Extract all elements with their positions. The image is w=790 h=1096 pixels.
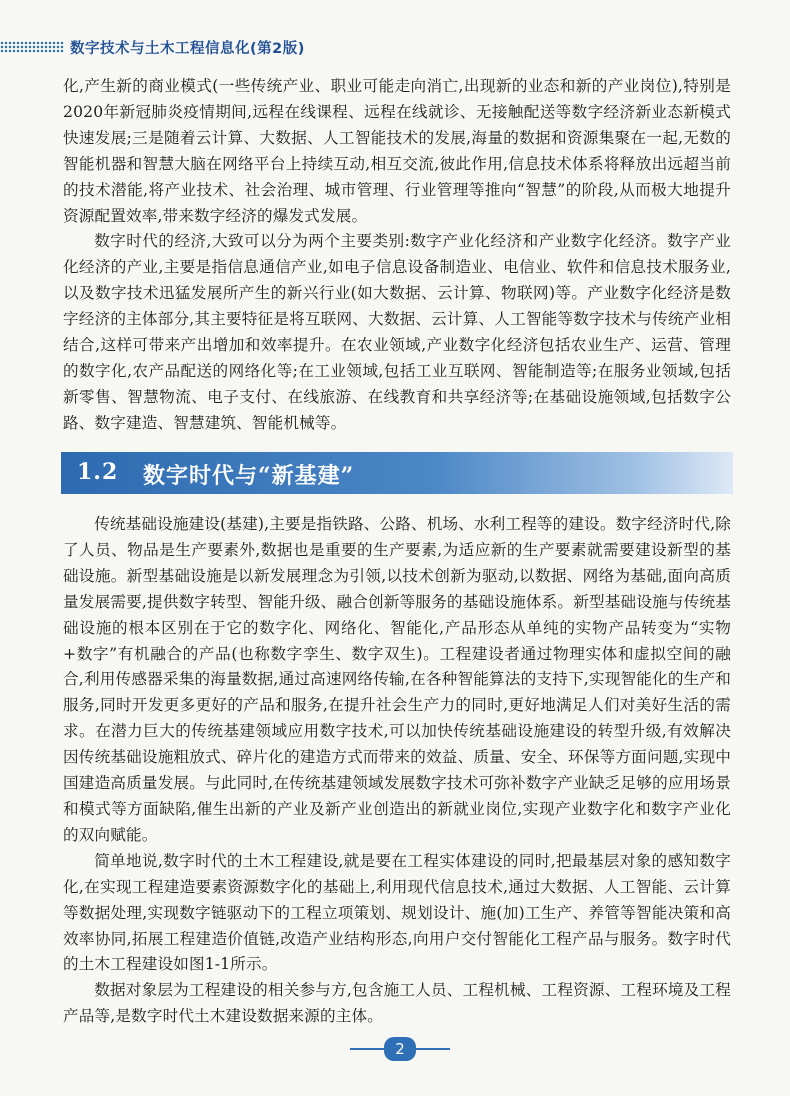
header-dot-pattern: [0, 41, 64, 53]
page-number: 2: [384, 1037, 416, 1061]
paragraph: 简单地说,数字时代的土木工程建设,就是要在工程实体建设的同时,把最基层对象的感知数字化,在实现工程建造要素资源数字化的基础上,利用现代信息技术,通过大数据、人工智能、云计算等数据处理,实现数字链驱动下的工程立项策划、规划设计、施(加)工生产、养管等智能决策和高效率协同,拓展工程建造价值链,改造产业结构形态,向用户交付智能化工程产品与服务。数字时代的土木工程建设如图1-1所示。: [63, 851, 731, 974]
running-header: [0, 36, 790, 58]
page-footer: [350, 1036, 450, 1062]
body-text-top: [63, 74, 731, 437]
paragraph: 数字时代的经济,大致可以分为两个主要类别:数字产业化经济和产业数字化经济。数字产业化经济的产业,主要是指信息通信产业,如电子信息设备制造业、电信业、软件和信息技术服务业,以及数字技术迅猛发展所产生的新兴行业(如大数据、云计算、物联网)等。产业数字化经济是数字经济的主体部分,其主要特征是将互联网、大数据、云计算、人工智能等数字技术与传统产业相结合,这样可带来产出增加和效率提升。在农业领域,产业数字化经济包括农业生产、运营、管理的数字化,农产品配送的网络化等;在工业领域,包括工业互联网、智能制造等;在服务业领域,包括新零售、智慧物流、电子支付、在线旅游、在线教育和共享经济等;在基础设施领域,包括数字公路、数字建造、智慧建筑、智能机械等。: [63, 232, 731, 432]
book-title: 数字技术与土木工程信息化(第2版): [70, 41, 305, 57]
section-title: 数字时代与“新基建”: [143, 463, 355, 489]
body-text-bottom: [63, 512, 731, 1030]
paragraph: 化,产生新的商业模式(一些传统产业、职业可能走向消亡,出现新的业态和新的产业岗位),特别是2020年新冠肺炎疫情期间,远程在线课程、远程在线就诊、无接触配送等数字经济新业态新模式快速发展;三是随着云计算、大数据、人工智能技术的发展,海量的数据和资源集聚在一起,无数的智能机器和智慧大脑在网络平台上持续互动,相互交流,彼此作用,信息技术体系将释放出远超当前的技术潜能,将产业技术、社会治理、城市管理、行业管理等推向“智慧”的阶段,从而极大地提升资源配置效率,带来数字经济的爆发式发展。: [63, 77, 731, 225]
section-number: 1.2: [77, 459, 119, 485]
section-heading-bar: [61, 452, 733, 494]
paragraph: 数据对象层为工程建设的相关参与方,包含施工人员、工程机械、工程资源、工程环境及工程产品等,是数字时代土木建设数据来源的主体。: [63, 981, 731, 1026]
paragraph: 传统基础设施建设(基建),主要是指铁路、公路、机场、水利工程等的建设。数字经济时代,除了人员、物品是生产要素外,数据也是重要的生产要素,为适应新的生产要素就需要建设新型的基础设施。新型基础设施是以新发展理念为引领,以技术创新为驱动,以数据、网络为基础,面向高质量发展需要,提供数字转型、智能升级、融合创新等服务的基础设施体系。新型基础设施与传统基础设施的根本区别在于它的数字化、网络化、智能化,产品形态从单纯的实物产品转变为“实物+数字”有机融合的产品(也称数字孪生、数字双生)。工程建设者通过物理实体和虚拟空间的融合,利用传感器采集的海量数据,通过高速网络传输,在各种智能算法的支持下,实现智能化的生产和服务,同时开发更多更好的产品和服务,在提升社会生产力的同时,更好地满足人们对美好生活的需求。在潜力巨大的传统基建领域应用数字技术,可以加快传统基础设施建设的转型升级,有效解决因传统基础设施粗放式、碎片化的建造方式而带来的效益、质量、安全、环保等方面问题,实现中国建造高质量发展。与此同时,在传统基建领域发展数字技术可弥补数字产业缺乏足够的应用场景和模式等方面缺陷,催生出新的产业及新产业创造出的新就业岗位,实现产业数字化和数字产业化的双向赋能。: [63, 515, 731, 844]
